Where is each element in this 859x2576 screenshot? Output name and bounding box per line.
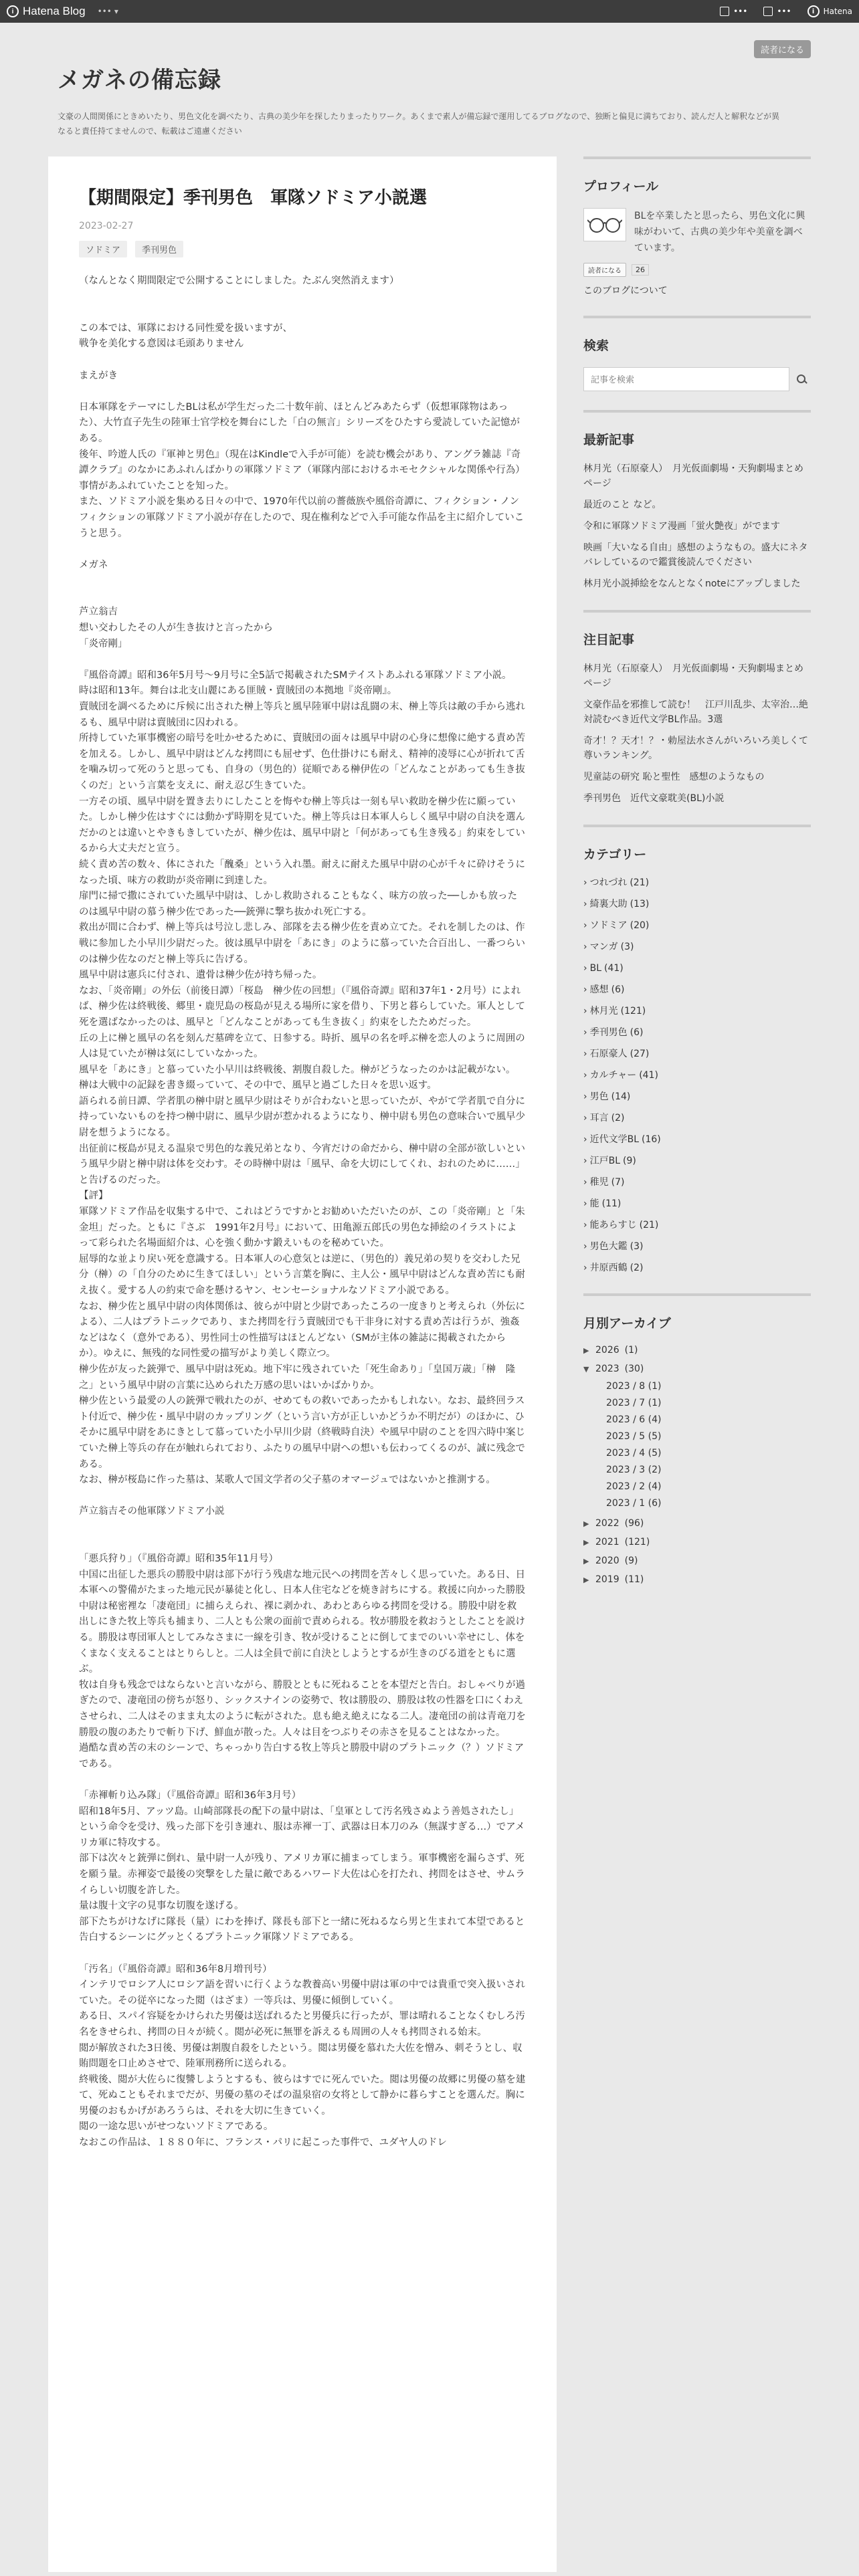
entry-paragraph: 丘の上に榊と風早の名を刻んだ墓碑を立て、日参する。時折、風早の名を呼ぶ榊を恋人のように周囲の人は見ていたが榊は気にしていなかった。: [79, 1033, 525, 1060]
entry-paragraph: 風早中尉は憲兵に付され、遺骨は榊少佐が持ち帰った。: [79, 970, 322, 981]
category-item[interactable]: [583, 983, 811, 996]
module-title: 最新記事: [583, 433, 635, 447]
hatena-account-link[interactable]: [807, 5, 852, 17]
module-title: 検索: [583, 338, 609, 353]
category-name: 石原豪人: [589, 1049, 628, 1059]
archive-year-label: 2022: [595, 1518, 619, 1529]
entry-paragraph: 芦立翁吉: [79, 607, 118, 618]
triangle-down-icon[interactable]: ▼: [583, 1364, 589, 1374]
category-item[interactable]: [583, 919, 811, 932]
entry-paragraph: 牧は自身も残念ではならないと言いながら、勝股とともに死ねることを本望だと告白。おしゃべりが過ぎたので、凄竜団の傍ちが怒り、シックスナインの姿勢で、牧は勝股の、勝股は牧の性器を口にくわえさせられ、二人はそのまま丸太のように転がされた。息も絶え絶えになる二人。凄竜団の前は青竜刀を勝股の腹のあたりで斬り下げ、鮮血が散った。人々は目をつぶりその赤さを見ることはなかった。: [79, 1679, 526, 1738]
paragraph-spacer: [79, 652, 526, 668]
category-item[interactable]: [583, 940, 811, 954]
archive-month-link[interactable]: 2023 / 1 (6): [606, 1498, 662, 1509]
category-count: (2): [630, 1263, 644, 1273]
profile-description: BLを卒業したと思ったら、男色文化に興味がわいて、古典の美少年や美童を調べています。: [634, 211, 805, 253]
category-count: (13): [630, 899, 650, 909]
archive-year[interactable]: [583, 1364, 811, 1374]
bullet-icon: ›: [583, 1091, 587, 1102]
archive-module: [583, 1293, 811, 1585]
triangle-right-icon[interactable]: ▶: [583, 1556, 589, 1566]
search-icon[interactable]: [796, 374, 807, 385]
entry-paragraph: 閲の一途な思いがせつないソドミアである。: [79, 2121, 274, 2133]
bullet-icon: ›: [583, 1134, 587, 1145]
entry-paragraph: （なんとなく期間限定で公開することにしました。たぶん突然消えます）: [79, 276, 399, 286]
entry-paragraph: 時は昭和13年。舞台は北支山麗にある匪賊・賣賊団の本拠地『炎帝剛』。: [79, 685, 397, 697]
entry-paragraph: 部下たちがけなげに隊長（量）にわを捧げ、隊長も部下と一緒に死ねるなら男と生まれて本望であると告白するシーンにグッとくるプラトニック軍隊ソドミアである。: [79, 1916, 525, 1943]
entry-paragraph: 所持していた軍事機密の暗号を吐かせるために、賣賊団の面々は風早中尉の心身に想像に絶する責め苦を加える。しかし、風早中尉はどんな拷問にも屈せず、色仕掛けにも耐え、精神的凌辱に心が折れて舌を噛み切って死のうと思っても、自身の（男色的）従順である榊伊佐の「どんなことがあっても生き抜くのだ」という言葉を支えに、耐え忍び生きていた。: [79, 733, 525, 791]
module-title: 月別アーカイブ: [583, 1316, 671, 1331]
entry-paragraph: 救出が間に合わず、榊上等兵は号泣し悲しみ、部隊を去る榊少佐を責め立てた。それを制したのは、作戦に参加した小早川少尉だった。彼は風早中尉を「あにき」のように慕っていた合百出し、一番つらいのは榊少佐なのだと榊上等兵に告げる。: [79, 922, 525, 965]
bullet-icon: ›: [583, 963, 587, 974]
category-name: 近代文学BL: [589, 1134, 640, 1145]
entry-title[interactable]: 【期間限定】季刊男色 軍隊ソドミア小説選: [79, 188, 427, 208]
entry-paragraph: 戦争を美化する意図は毛頭ありません: [79, 338, 244, 350]
paragraph-spacer: [79, 1489, 526, 1505]
bullet-icon: ›: [583, 1241, 587, 1252]
category-item[interactable]: [583, 1133, 811, 1146]
category-count: (7): [611, 1177, 625, 1188]
hatena-logo-icon: i: [807, 5, 820, 17]
menu-dots-icon: •••: [97, 7, 112, 16]
entry-paragraph: また、ソドミア小説を集める日々の中で、1970年代以前の薔薇族や風俗奇譚に、フィクション・ノンフィクションの軍隊ソドミア小説が存在したので、現在権利などで入手可能な作品を主に紹介していこうと思う。: [79, 496, 524, 539]
paragraph-spacer: [79, 542, 526, 558]
entry-paragraph: 昭和18年5月、アッツ島。山崎部隊長の配下の量中尉は、「皇軍として汚名残さぬよう善処されたし」という命令を受け、残った部下を引き連れ、服は赤褌一丁、武器は日本刀のみ（無謀すぎる…）でアメリカ軍に特攻する。: [79, 1806, 525, 1848]
category-name: 能あらすじ: [589, 1220, 637, 1230]
category-count: (3): [630, 1241, 644, 1252]
entry-paragraph: 終戦後、閲が大佐らに復讐しようとするも、彼らはすでに死んでいた。閲は男優の故郷に男優の墓を建て、死ぬこともそれまでだが、男優の墓のそばの温泉宿の女将として静かに暮らすことを選んだ。胸に男優のおもかげがあろうらは、それを大切に生きていく。: [79, 2074, 526, 2117]
categories-module: [583, 825, 811, 1275]
category-count: (21): [639, 1220, 659, 1230]
archive-year[interactable]: [583, 1537, 811, 1547]
bullet-icon: ›: [583, 1177, 587, 1188]
category-name: 耳言: [589, 1113, 609, 1123]
module-title: プロフィール: [583, 179, 659, 194]
paragraph-spacer: [79, 1946, 526, 1962]
hatena-logo-text: Hatena: [823, 7, 852, 16]
entry-paragraph: 屈辱的な並より戻い死を意識する。日本軍人の心意気とは逆に、（男色的）義兄弟の契りを交わした兄分（榊）の「自分のために生きてほしい」という言葉を胸に、主人公・風早中尉はどんな責め苦にも耐え抜く。愛する人の約束で命を懸けるヤン、センセーショナルなソドミア小説である。: [79, 1253, 525, 1296]
category-count: (2): [611, 1113, 625, 1123]
entry-paragraph: ある日、スパイ容疑をかけられた男優は送ばれるたと男優兵に行ったが、罪は晴れることなくむしろ汚名をきせられ、拷問の日々が続く。閲が必死に無罪を訴えるも周囲の人々も拷問される始末。: [79, 2011, 525, 2038]
entry-paragraph: 扉門に掃で撒にされていた風早中尉は、しかし救助されることもなく、味方の放った──しかも放ったのは風早中尉の慕う榊少佐であった──銃弾に撃ち抜かれ死亡する。: [79, 891, 518, 918]
archive-year[interactable]: [583, 1555, 811, 1566]
featured-entry-link[interactable]: 奇才！？天才！？・勅屋法水さんがいろいろ美しくて尊いランキング。: [583, 736, 808, 761]
paragraph-spacer: [79, 1520, 526, 1536]
archive-list: [583, 1345, 811, 1585]
paragraph-spacer: [79, 1536, 526, 1552]
bullet-icon: ›: [583, 1049, 587, 1059]
bullet-icon: ›: [583, 899, 587, 909]
entry-paragraph: インテリでロシア人にロシア語を習いに行くような教養高い男優中尉は軍の中では貴重で突入扱いされていた。その従卒になった閲（はざま）一等兵は、男優に傾倒していく。: [79, 1979, 525, 2006]
category-name: マンガ: [589, 942, 618, 952]
category-name: つれづれ: [589, 877, 628, 888]
pencil-icon: [720, 7, 729, 16]
archive-month-link[interactable]: 2023 / 3 (2): [606, 1465, 662, 1475]
category-item[interactable]: [583, 1197, 811, 1210]
global-header: [0, 0, 859, 23]
archive-year-count: (1): [624, 1345, 638, 1356]
paragraph-spacer: [79, 573, 526, 589]
chevron-down-icon: ▾: [114, 7, 118, 16]
triangle-right-icon[interactable]: ▶: [583, 1519, 589, 1528]
entry-paragraph: 量は腹十文字の見事な切腹を遂げる。: [79, 1901, 244, 1912]
archive-year[interactable]: [583, 1574, 811, 1585]
category-item[interactable]: [583, 1176, 811, 1189]
entry-paragraph: なおこの作品は、１８８０年に、フランス・パリに起こった事件で、ユダヤ人のドレ: [79, 2137, 447, 2149]
archive-month-link[interactable]: 2023 / 2 (4): [606, 1481, 662, 1492]
archive-year-count: (96): [624, 1518, 644, 1529]
category-item[interactable]: [583, 1026, 811, 1039]
category-count: (14): [611, 1091, 631, 1102]
category-name: 男色大鑑: [589, 1241, 628, 1252]
bullet-icon: ›: [583, 1220, 587, 1230]
category-name: 感想: [589, 984, 609, 995]
category-item[interactable]: [583, 1111, 811, 1125]
archive-year-label: 2021: [595, 1537, 619, 1547]
menu-dots-icon: •••: [733, 7, 748, 16]
follow-button[interactable]: 読者になる: [583, 263, 626, 277]
category-item[interactable]: [583, 1069, 811, 1082]
hatena-blog-logo[interactable]: [7, 5, 86, 18]
entry-paragraph: なお、榊少佐と風早中尉の肉体関係は、彼らが中尉と少尉であったころの一度きりと考えられ（外伝による）、二人はプラトニックであり、また拷問を行う賣賊団でも干非身に対する責め苦は行うが、強姦などはなく（意外である）、男性同士の性描写はほとんどない（SMが主体の雑誌に掲載されたからか）。ゆえに、無残的な同性愛の描写がより美しく際立つ。: [79, 1301, 525, 1360]
archive-month-list: [606, 1380, 811, 1510]
featured-entry-link[interactable]: 季刊男色 近代文豪耽美(BL)小説: [583, 793, 725, 804]
archive-year-label: 2023: [595, 1364, 619, 1374]
category-tag[interactable]: ソドミア: [79, 241, 127, 257]
follower-count: 26: [632, 264, 649, 276]
bullet-icon: ›: [583, 1263, 587, 1273]
entry-paragraph: 出征前に桜島が見える温泉で男色的な義兄弟となり、今宵だけの命だから、榊中尉の全部が欲しいという風早少尉と榊中尉は体を交わす。その時榊中尉は「風早、命を大切にしてくれ、おれのために……」と告げるのだった。: [79, 1143, 525, 1186]
archive-month-link[interactable]: 2023 / 4 (5): [606, 1448, 662, 1459]
category-item[interactable]: [583, 1154, 811, 1168]
bullet-icon: ›: [583, 1113, 587, 1123]
category-item[interactable]: [583, 1004, 811, 1018]
entry-paragraph: メガネ: [79, 559, 108, 570]
entry-paragraph: 「汚名」（『風俗奇譚』昭和36年8月増刊号）: [79, 1963, 272, 1975]
entry-paragraph: なお、榊が桜島に作った墓は、某歌人で国文学者の父子墓のオマージュではないかと推測する。: [79, 1475, 496, 1486]
category-item[interactable]: [583, 897, 811, 911]
category-count: (20): [630, 920, 650, 931]
category-item[interactable]: [583, 876, 811, 889]
category-count: (27): [630, 1049, 650, 1059]
paragraph-spacer: [79, 384, 526, 400]
bullet-icon: ›: [583, 984, 587, 995]
entry-paragraph: 榊少佐という最愛の人の銃弾で戦れたのが、せめてもの救いであったかもしれない。なお、最終回ラスト付近で、榊少佐・風早中尉のカップリング（という言い方が正しいかどうか不明だが）のほかに、ひそかに風早中尉をあにきとして慕っていた小早川少尉（終戦時自決）や風早中尉のことを四六時中案じていた榊上等兵の存在が触れられており、ふたりの風早中尉への想いも伝わってくるのが、誠に残念である。: [79, 1396, 525, 1470]
archive-year-count: (11): [624, 1574, 644, 1585]
entry-paragraph: この本では、軍隊における同性愛を扱いますが、: [79, 322, 292, 334]
triangle-right-icon[interactable]: ▶: [583, 1537, 589, 1547]
archive-year-label: 2020: [595, 1555, 619, 1566]
category-count: (21): [630, 877, 650, 888]
blog-title[interactable]: メガネの備忘録: [58, 67, 221, 94]
category-count: (6): [630, 1027, 644, 1038]
archive-year-label: 2026: [595, 1345, 619, 1356]
entry-paragraph: 榊は大戦中の記録を書き綴っていて、その中で、風早と過ごした日々を思い返す。: [79, 1080, 437, 1091]
module-title: 注目記事: [583, 633, 635, 647]
about-blog-link[interactable]: このブログについて: [583, 286, 668, 296]
category-list: [583, 876, 811, 1275]
bullet-icon: ›: [583, 1156, 587, 1166]
category-name: BL: [589, 963, 602, 974]
entry-paragraph: 芦立翁吉その他軍隊ソドミア小説: [79, 1506, 225, 1517]
entry-paragraph: 日本軍隊をテーマにしたBLは私が学生だった二十数年前、ほとんどみあたらず（仮想軍隊物はあった）、大竹直子先生の陸軍士官学校を舞台にした「白の無言」シリーズをひたすら愛読していた記憶がある。: [79, 401, 520, 444]
recent-entry-link[interactable]: 令和に軍隊ソドミア漫画「蛍火艶夜」がでます: [583, 521, 780, 532]
category-count: (121): [620, 1006, 646, 1016]
category-count: (9): [623, 1156, 636, 1166]
bullet-icon: ›: [583, 920, 587, 931]
entry-date[interactable]: 2023-02-27: [79, 221, 134, 231]
recent-entry-link[interactable]: 林月光小説挿絵をなんとなくnoteにアップしました: [583, 578, 801, 589]
menu-dots-icon: •••: [777, 7, 791, 16]
bullet-icon: ›: [583, 877, 587, 888]
search-input[interactable]: [583, 367, 789, 391]
archive-month-link[interactable]: 2023 / 7 (1): [606, 1398, 662, 1408]
category-name: 季刊男色: [589, 1027, 628, 1038]
hatena-blog-logo-text: Hatena Blog: [23, 5, 86, 17]
archive-year[interactable]: [583, 1345, 811, 1356]
hatena-logo-icon: i: [7, 5, 19, 17]
category-count: (16): [642, 1134, 661, 1145]
category-count: (11): [601, 1198, 622, 1209]
entry-paragraph: 「赤褌斬り込み隊」（『風俗奇譚』昭和36年3月号）: [79, 1790, 302, 1801]
category-name: カルチャー: [589, 1070, 637, 1081]
entry-paragraph: 【評】: [79, 1190, 108, 1202]
entry-paragraph: 続く責め苦の数々、体にされた「醜桑」という入れ墨。耐えに耐えた風早中尉の心が千々に砕けそうになった頃、味方の救助が炎帝剛に到達した。: [79, 859, 525, 886]
archive-month-link[interactable]: 2023 / 8 (1): [606, 1381, 662, 1392]
glasses-avatar-icon[interactable]: [583, 208, 626, 241]
category-name: 能: [589, 1198, 599, 1209]
entry-paragraph: 「炎帝剛」: [79, 638, 128, 649]
featured-entry-link[interactable]: 文豪作品を邪推して読む！ 江戸川乱歩、太宰治…絶対読むべき近代文学BL作品。3選: [583, 700, 808, 725]
featured-entry-link[interactable]: 児童誌の研究 恥と聖性 感想のようなもの: [583, 772, 765, 782]
bullet-icon: ›: [583, 1027, 587, 1038]
category-name: 男色: [589, 1091, 609, 1102]
archive-month-link[interactable]: 2023 / 6 (4): [606, 1414, 662, 1425]
profile-module: [583, 156, 811, 297]
entry-body: [79, 274, 526, 2151]
entry-paragraph: 過酷な責め苦の末のシーンで、ちゃっかり告白する牧上等兵と勝股中尉のプラトニック（？）ソドミアである。: [79, 1743, 524, 1769]
bullet-icon: ›: [583, 1006, 587, 1016]
archive-year-count: (121): [624, 1537, 650, 1547]
entry-categories: [79, 241, 526, 257]
search-module: [583, 316, 811, 391]
blog-menu[interactable]: [98, 7, 118, 16]
category-item[interactable]: [583, 1090, 811, 1103]
category-count: (6): [611, 984, 625, 995]
entry-paragraph: 軍隊ソドミア作品を収集する中で、これはどうですかとお勧めいただいたのが、この「炎帝剛」と「朱金坦」だった。ともに『さぶ 1991年2月号』において、田亀源五郎氏の男色な挿絵のイラストによって彩られた名場面紹介は、心を強く動かす鍛えいものを秘めていた。: [79, 1206, 525, 1249]
blog-header: [48, 23, 811, 156]
category-name: 稚児: [589, 1177, 609, 1188]
recent-entry-link[interactable]: 映画「大いなる自由」感想のようなもの。盛大にネタバレしているので鑑賞後読んでください: [583, 542, 808, 568]
entry-paragraph: 語られる前日譚、学者肌の榊中尉と風早少尉はそりが合わないと思っていたが、やがて学者肌で自分に持っていないものを持つ榊中尉に、風早少尉が惹かれるようになり、榊中尉も男色の意味合いで風早少尉を想うようになる。: [79, 1095, 525, 1139]
entry-paragraph: 想い交わしたその人が生き抜けと言ったから: [79, 623, 273, 634]
category-item[interactable]: [583, 1261, 811, 1275]
category-item[interactable]: [583, 1047, 811, 1061]
category-count: (3): [620, 942, 634, 952]
archive-year-count: (30): [624, 1364, 644, 1374]
category-count: (41): [639, 1070, 658, 1081]
entry-paragraph: 後年、吟遊人氏の『軍神と男色』（現在はKindleで入手が可能）を読む機会があり、アングラ雑誌『奇譚クラブ』のなかにあふれんばかりの軍隊ソドミア（軍隊内部におけるホモセクシャルな関係や行為）事情があふれていたことを知った。: [79, 449, 525, 492]
category-item[interactable]: [583, 1240, 811, 1253]
featured-entry-link[interactable]: 林月光（石原豪人） 月光仮面劇場・天狗劇場まとめページ: [583, 663, 803, 689]
subscribe-button[interactable]: 読者になる: [754, 40, 811, 58]
recent-entry-link[interactable]: 最近のこと など。: [583, 500, 662, 510]
entry-paragraph: なお、「炎帝剛」の外伝（前後日譚）「桜島 榊少佐の回想」（『風俗奇譚』昭和37年1・2月号）によれば、榊少佐は終戦後、郷里・鹿児島の桜島が見える場所に家を借り、下男と暮らしていた。軍人として死を選ばなかったのは、風早と「どんなことがあっても生き抜く」約束をしたためだった。: [79, 985, 525, 1028]
entry-paragraph: 閲が解放された3日後、男優は割腹自殺をしたという。閲は男優を慕れた大佐を憎み、刺そうとし、収賄問題を口止めさせで、陸軍刑務所に送られる。: [79, 2042, 522, 2070]
entry-paragraph: 一方その頃、風早中尉を置き去りにしたことを悔やむ榊上等兵は一刻も早い救助を榊少佐に願っていた。しかし榊少佐はすぐには動かず時期を見ていた。榊上等兵は日本軍人らしく風早中尉の自決を選んだかのとは違いとやきもきしていたが、榊少佐は、風早中尉と「何があっても生き残る」約束をしているから大丈夫だと宣う。: [79, 796, 525, 855]
archive-year-count: (9): [624, 1555, 638, 1566]
bullet-icon: ›: [583, 1198, 587, 1209]
triangle-right-icon[interactable]: ▶: [583, 1575, 589, 1584]
recent-entries-module: [583, 410, 811, 591]
bullet-icon: ›: [583, 942, 587, 952]
write-entry-button[interactable]: [720, 7, 747, 16]
category-tag[interactable]: 季刊男色: [135, 241, 183, 257]
entry-paragraph: 『風俗奇譚』昭和36年5月号～9月号に全5話で掲載されたSMテイストあふれる軍隊ソドミア小説。: [79, 669, 512, 681]
entry-paragraph: まえがき: [79, 370, 118, 381]
paragraph-spacer: [79, 589, 526, 605]
archive-year[interactable]: [583, 1518, 811, 1529]
paragraph-spacer: [79, 1772, 526, 1788]
bullet-icon: ›: [583, 1070, 587, 1081]
archive-year-label: 2019: [595, 1574, 619, 1585]
entry-paragraph: 「悪兵狩り」（『風俗奇譚』昭和35年11月号）: [79, 1553, 278, 1565]
entry-paragraph: 榊少佐が友った銃弾で、風早中尉は死ぬ。地下牢に残されていた「死生命あり」「皇国万歳」「榊 隆之」という風早中尉の言葉に込められた万感の思いはいかばかりか。: [79, 1364, 516, 1391]
blog-manage-button[interactable]: [763, 7, 791, 16]
main-article: [48, 156, 557, 2572]
category-name: 井原西鶴: [589, 1263, 628, 1273]
entry-paragraph: 賣賊団を調べるために斥候に出された榊上等兵と風早陸軍中尉は乱闘の末、榊上等兵は敵の手から逃れるも、風早中尉は賣賊団に囚われる。: [79, 702, 525, 728]
category-item[interactable]: [583, 962, 811, 975]
recent-entry-link[interactable]: 林月光（石原豪人） 月光仮面劇場・天狗劇場まとめページ: [583, 463, 803, 489]
entry-paragraph: 中国に出征した悪兵の勝股中尉は部下が行う残虐な地元民への拷問を苦々しく思っていた。ある日、日本軍への警備がたまった地元民が暴徒と化し、日本人住宅などを焼き討ちにする。救援に向かった勝股中尉は秘密裡な「凄竜団」に捕らえられ、裸に剥かれ、あわとあらゆる拷問を受ける。勝股中尉を救出しにきた牧上等兵も捕まり、二人とも公衆の面前で責められる。牧が勝股を救おうとしたことを説ける。勝股は専団軍人としてみなさまに一線を引き、牧が受けることに倒してまでのいい幸せにし、体をくまなく支えることはとりらしと。二人は全員で前に自決としようとするが生きのびる道をともに選ぶ。: [79, 1569, 525, 1675]
dashboard-icon: [763, 7, 773, 16]
category-name: 江戸BL: [589, 1156, 621, 1166]
entry-paragraph: 部下は次々と銃弾に倒れ、量中尉一人が残り、アメリカ軍に捕まってしまう。軍事機密を漏らさず、死を願う量。赤褌姿で最後の突撃をした量に敵であるハワード大佐は心を打たれ、拷問をはさせ、サムライらしい切腹を許した。: [79, 1853, 525, 1896]
triangle-right-icon[interactable]: ▶: [583, 1346, 589, 1355]
entry-paragraph: 風早を「あにき」と慕っていた小早川は終戦後、割腹自殺した。榊がどうなったのかは記載がない。: [79, 1064, 516, 1075]
category-name: ソドミア: [589, 920, 628, 931]
module-title: カテゴリー: [583, 847, 647, 862]
featured-entries-module: [583, 610, 811, 806]
category-item[interactable]: [583, 1218, 811, 1232]
paragraph-spacer: [79, 352, 526, 368]
blog-description: 文豪の人間関係にときめいたり、男色文化を調べたり、古典の美少年を探したりまったりワーク。あくまで素人が備忘録で運用してるブログなので、独断と偏見に満ちており、読んだ人と解釈などが異なると責任持てませんので、転載はご遠慮ください: [58, 112, 780, 136]
category-name: 綺裏大助: [589, 899, 628, 909]
category-count: (41): [604, 963, 624, 974]
category-name: 林月光: [589, 1006, 618, 1016]
paragraph-spacer: [79, 305, 526, 321]
archive-month-link[interactable]: 2023 / 5 (5): [606, 1431, 662, 1442]
paragraph-spacer: [79, 290, 526, 306]
sidebar: [583, 156, 811, 1604]
